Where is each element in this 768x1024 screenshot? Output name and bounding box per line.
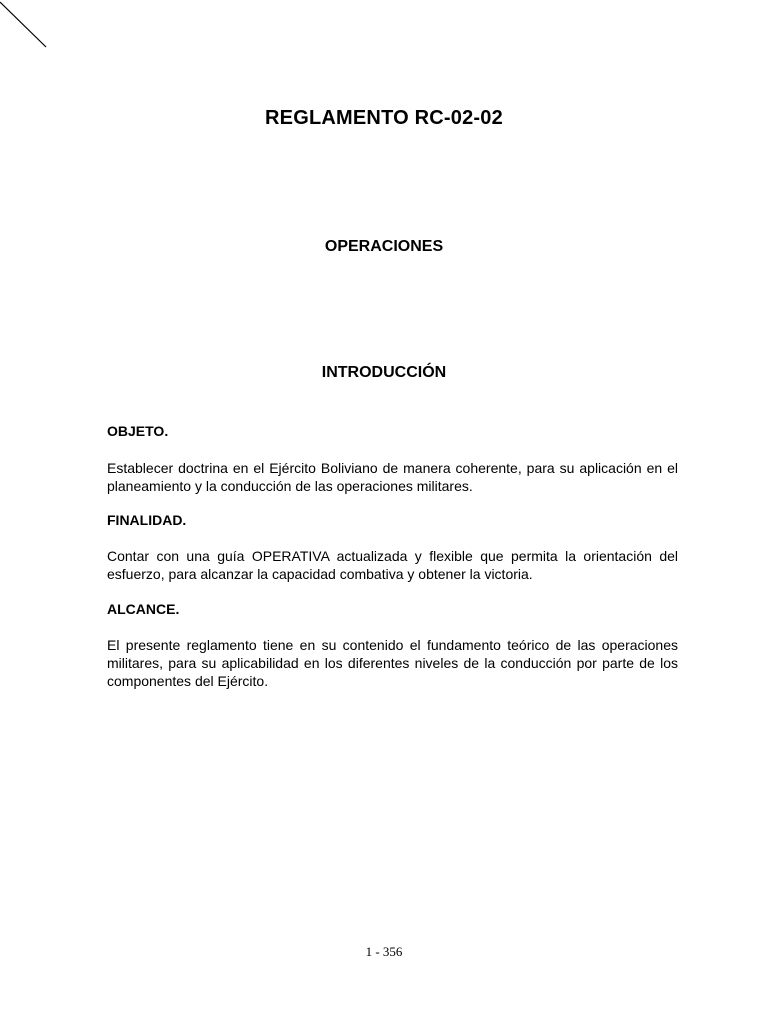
- page-number: 1 - 356: [365, 944, 403, 959]
- finalidad-paragraph-block: [107, 547, 678, 583]
- alcance-heading: ALCANCE.: [107, 601, 180, 617]
- objeto-paragraph-block: [107, 459, 678, 495]
- alcance-paragraph-block: [107, 636, 678, 690]
- document-subtitle: OPERACIONES: [324, 238, 444, 255]
- finalidad-paragraph: Contar con una guía OPERATIVA actualizada y flexible que permita la orientación del esfuerzo, para alcanzar la capacidad combativa y obtener la victoria.: [107, 548, 678, 582]
- alcance-paragraph: El presente reglamento tiene en su contenido el fundamento teórico de las operaciones militares, para su aplicabilidad en los diferentes niveles de la conducción por parte de los componentes del Ejército.: [107, 637, 678, 689]
- objeto-heading: OBJETO.: [107, 423, 169, 439]
- corner-diagonal-line: [0, 0, 50, 50]
- finalidad-heading: FINALIDAD.: [107, 512, 187, 528]
- introduction-heading: INTRODUCCIÓN: [321, 364, 447, 381]
- objeto-paragraph: Establecer doctrina en el Ejército Boliviano de manera coherente, para su aplicación en el planeamiento y la conducción de las operaciones militares.: [107, 460, 678, 494]
- document-title: REGLAMENTO RC-02-02: [265, 107, 503, 129]
